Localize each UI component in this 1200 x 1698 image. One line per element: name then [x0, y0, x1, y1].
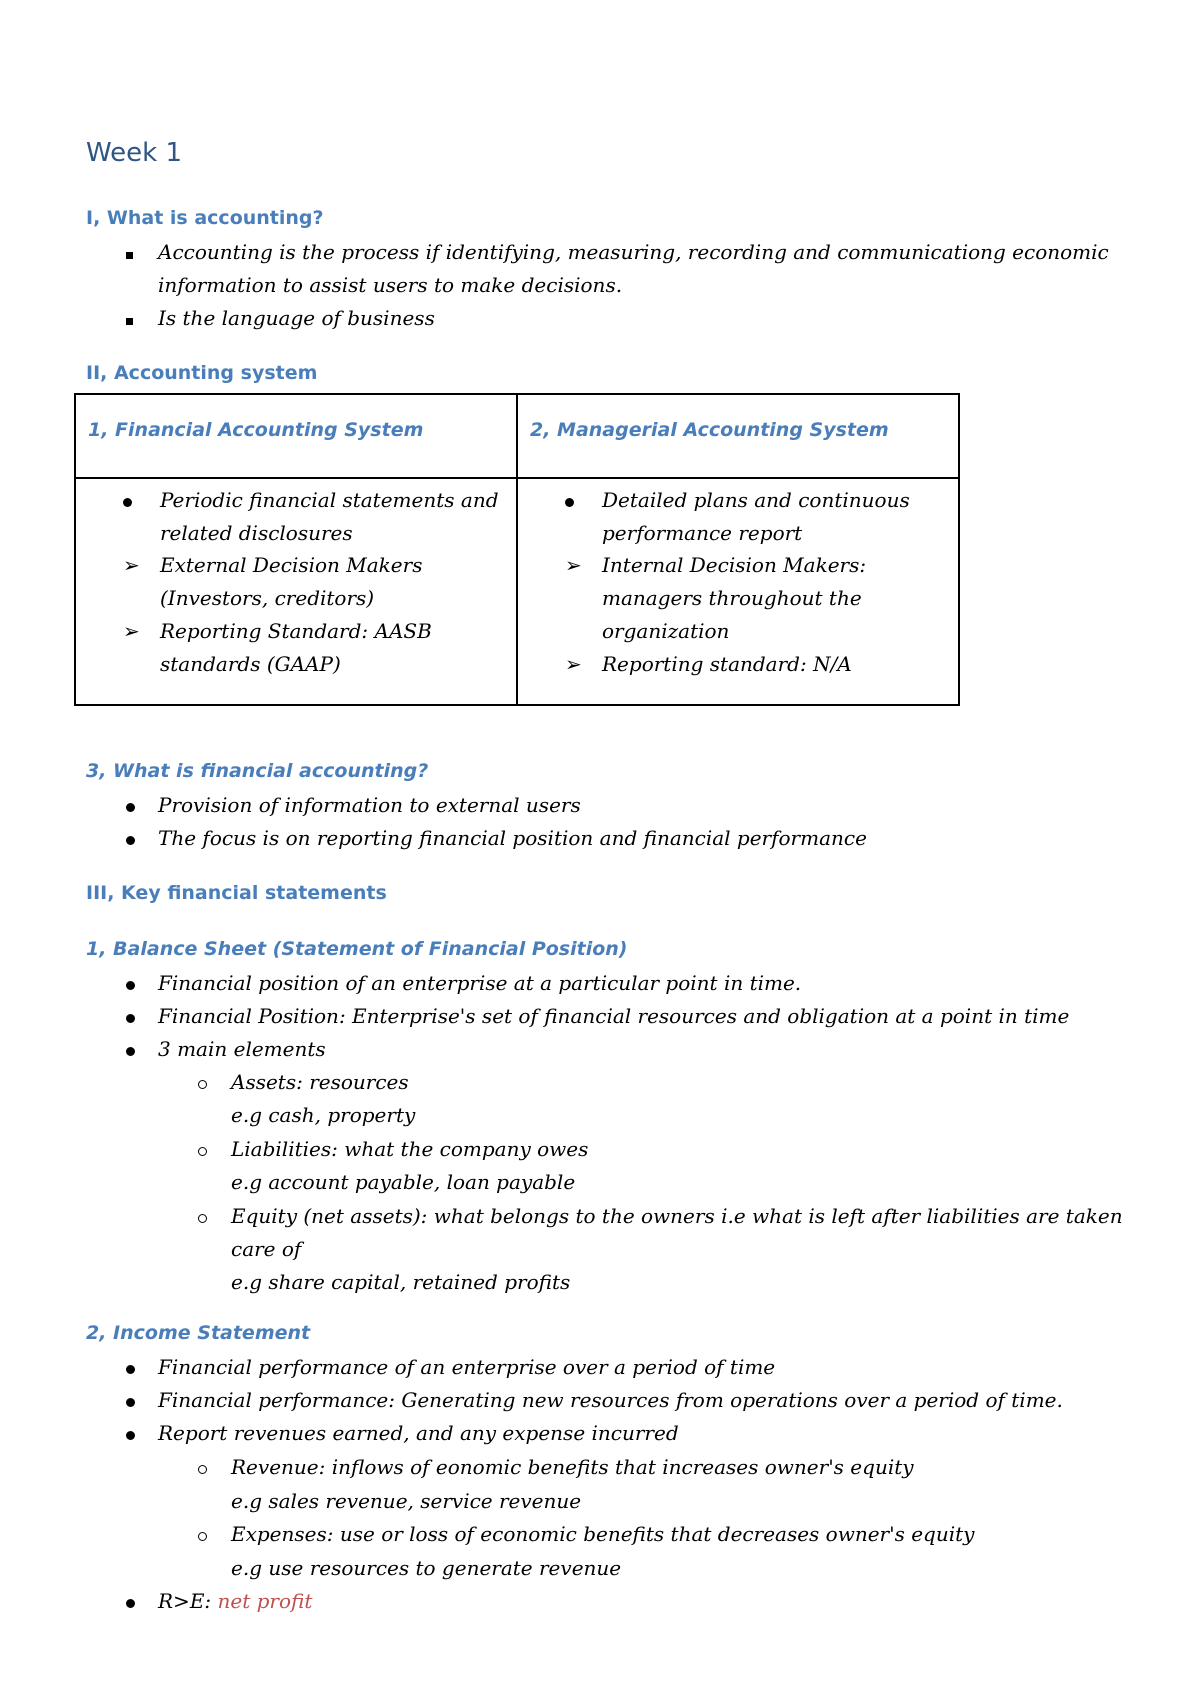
example-text: e.g sales revenue, service revenue	[231, 1489, 582, 1513]
bullet-icon	[126, 822, 135, 855]
bullet-icon	[126, 1000, 135, 1033]
bullet-icon	[126, 1033, 135, 1066]
cell-text: Detailed plans and continuous	[602, 488, 910, 512]
cell-text: Reporting standard: N/A	[602, 652, 852, 676]
circle-bullet-icon	[198, 1451, 207, 1484]
financial-accounting-header: 1, Financial Accounting System	[88, 419, 424, 441]
bullet-text: Financial Position: Enterprise's set of financial resources and obligation at a point in time	[158, 1004, 1070, 1028]
cell-text: organization	[602, 619, 730, 643]
managerial-accounting-header: 2, Managerial Accounting System	[530, 419, 889, 441]
table-header-cell	[517, 394, 959, 478]
arrow-bullet-icon: ➢	[123, 553, 140, 577]
subheading-income-statement: 2, Income Statement	[86, 1322, 311, 1344]
sub-bullet-text: Expenses: use or loss of economic benefits that decreases owner's equity	[231, 1522, 975, 1546]
example-text: e.g account payable, loan payable	[231, 1170, 576, 1194]
cell-text: (Investors, creditors)	[160, 586, 375, 610]
page-title: Week 1	[86, 138, 183, 168]
sub-bullet-text: Liabilities: what the company owes	[231, 1137, 589, 1161]
net-profit-highlight: net profit	[217, 1589, 313, 1613]
bullet-text: Financial position of an enterprise at a particular point in time.	[158, 971, 802, 995]
bullet-icon	[126, 1384, 135, 1417]
bullet-text: The focus is on reporting financial position and financial performance	[158, 826, 867, 850]
accounting-system-table	[74, 393, 960, 706]
bullet-icon	[123, 484, 132, 517]
circle-bullet-icon	[198, 1133, 207, 1166]
arrow-bullet-icon: ➢	[565, 553, 582, 577]
sub-bullet-text: Assets: resources	[231, 1070, 409, 1094]
subheading-what-is-financial-accounting: 3, What is financial accounting?	[86, 760, 429, 782]
section-heading-accounting-system: II, Accounting system	[86, 362, 318, 384]
bullet-prefix: R>E:	[158, 1589, 218, 1613]
bullet-text: Financial performance: Generating new resources from operations over a period of time.	[158, 1388, 1063, 1412]
cell-text: standards (GAAP)	[160, 652, 341, 676]
square-bullet-icon	[126, 236, 133, 269]
cell-text: managers throughout the	[602, 586, 862, 610]
bullet-icon	[126, 789, 135, 822]
bullet-text: 3 main elements	[158, 1037, 326, 1061]
cell-text: performance report	[602, 521, 803, 545]
cell-text: related disclosures	[160, 521, 353, 545]
section-heading-what-is-accounting: I, What is accounting?	[86, 207, 324, 229]
table-header-cell	[75, 394, 517, 478]
square-bullet-icon	[126, 302, 133, 335]
example-text: e.g cash, property	[231, 1103, 416, 1127]
bullet-icon	[126, 1351, 135, 1384]
bullet-text: Report revenues earned, and any expense incurred	[158, 1421, 679, 1445]
table-cell-financial	[75, 478, 517, 705]
subheading-balance-sheet: 1, Balance Sheet (Statement of Financial Position)	[86, 938, 628, 960]
bullet-text: Is the language of business	[158, 306, 435, 330]
bullet-text: Accounting is the process if identifying, measuring, recording and communicationg economic	[158, 240, 1109, 264]
sub-bullet-text: Revenue: inflows of eonomic benefits that increases owner's equity	[231, 1455, 914, 1479]
bullet-text: Financial performance of an enterprise over a period of time	[158, 1355, 776, 1379]
example-text: e.g share capital, retained profits	[231, 1270, 571, 1294]
circle-bullet-icon	[198, 1200, 207, 1233]
net-profit-bullet	[158, 1585, 312, 1618]
circle-bullet-icon	[198, 1066, 207, 1099]
example-text: e.g use resources to generate revenue	[231, 1556, 622, 1580]
arrow-bullet-icon: ➢	[565, 652, 582, 676]
table-cell-managerial	[517, 478, 959, 705]
arrow-bullet-icon: ➢	[123, 619, 140, 643]
circle-bullet-icon	[198, 1518, 207, 1551]
sub-bullet-text: Equity (net assets): what belongs to the owners i.e what is left after liabilities are taken	[231, 1204, 1123, 1228]
bullet-icon	[126, 967, 135, 1000]
bullet-text: Provision of information to external users	[158, 793, 581, 817]
sub-bullet-text-continued: care of	[231, 1237, 302, 1261]
cell-text: Periodic financial statements and	[160, 488, 499, 512]
cell-text: Internal Decision Makers:	[602, 553, 867, 577]
bullet-icon	[126, 1585, 135, 1618]
section-heading-key-financial-statements: III, Key financial statements	[86, 882, 387, 904]
bullet-text-continued: information to assist users to make decisions.	[158, 273, 623, 297]
bullet-icon	[126, 1417, 135, 1450]
cell-text: Reporting Standard: AASB	[160, 619, 432, 643]
bullet-icon	[565, 484, 574, 517]
cell-text: External Decision Makers	[160, 553, 423, 577]
